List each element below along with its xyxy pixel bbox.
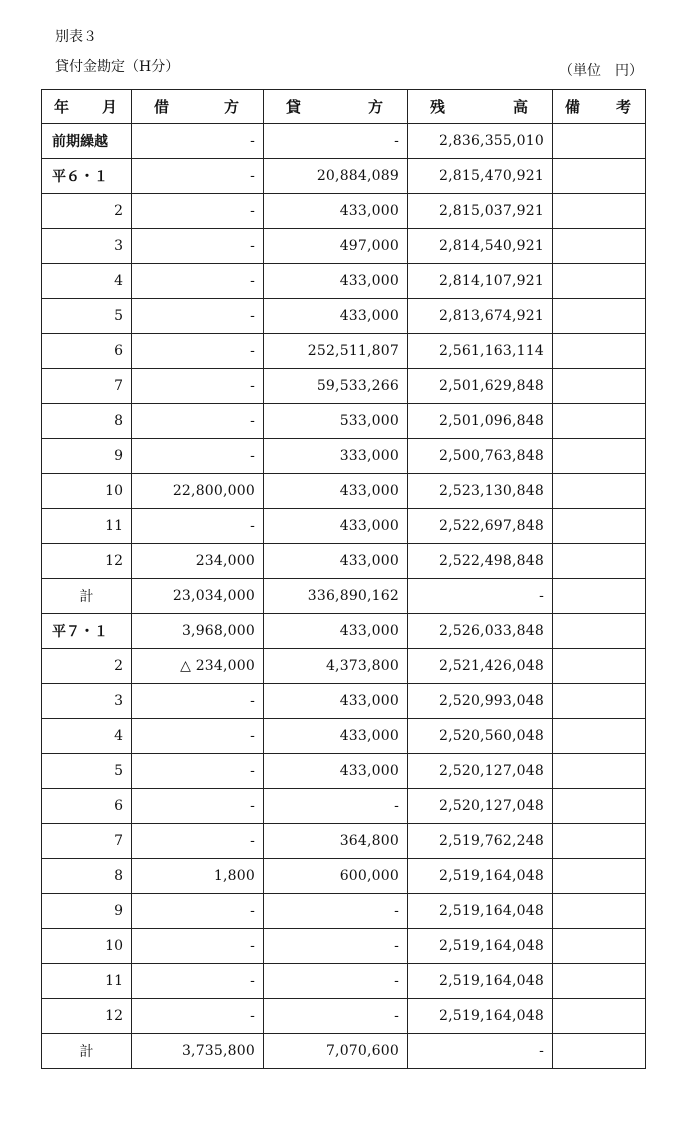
- table-row: [42, 1034, 646, 1069]
- header-credit-char-2: 方: [367, 98, 385, 116]
- month-cell: 2: [42, 649, 132, 684]
- header-month: [42, 90, 132, 124]
- month-cell: 3: [42, 684, 132, 719]
- credit-cell: 433,000: [264, 264, 408, 299]
- credit-cell: 433,000: [264, 719, 408, 754]
- balance-cell: 2,520,993,048: [408, 684, 553, 719]
- balance-cell: 2,561,163,114: [408, 334, 553, 369]
- month-cell: 12: [42, 999, 132, 1034]
- credit-cell: 433,000: [264, 684, 408, 719]
- note-cell: [553, 439, 646, 474]
- note-cell: [553, 824, 646, 859]
- debit-cell: 3,968,000: [132, 614, 264, 649]
- month-cell: 計: [42, 579, 132, 614]
- debit-cell: -: [132, 229, 264, 264]
- note-cell: [553, 194, 646, 229]
- debit-cell: -: [132, 964, 264, 999]
- note-cell: [553, 334, 646, 369]
- debit-cell: -: [132, 159, 264, 194]
- debit-cell: -: [132, 404, 264, 439]
- debit-cell: 1,800: [132, 859, 264, 894]
- credit-cell: 433,000: [264, 299, 408, 334]
- debit-cell: 23,034,000: [132, 579, 264, 614]
- balance-cell: 2,814,107,921: [408, 264, 553, 299]
- debit-cell: -: [132, 789, 264, 824]
- month-cell: 11: [42, 964, 132, 999]
- note-cell: [553, 719, 646, 754]
- balance-cell: 2,814,540,921: [408, 229, 553, 264]
- month-cell: 6: [42, 334, 132, 369]
- month-cell: 5: [42, 754, 132, 789]
- debit-cell: 234,000: [132, 544, 264, 579]
- credit-cell: 497,000: [264, 229, 408, 264]
- header-month-char-2: 月: [101, 98, 119, 116]
- credit-cell: -: [264, 929, 408, 964]
- credit-cell: -: [264, 789, 408, 824]
- month-cell: 11: [42, 509, 132, 544]
- month-cell: 前期繰越: [42, 124, 132, 159]
- credit-cell: 20,884,089: [264, 159, 408, 194]
- note-cell: [553, 964, 646, 999]
- header-note-char-1: 備: [565, 98, 583, 116]
- ledger-body: [42, 124, 646, 1069]
- balance-cell: 2,520,127,048: [408, 754, 553, 789]
- credit-cell: 7,070,600: [264, 1034, 408, 1069]
- balance-cell: 2,815,470,921: [408, 159, 553, 194]
- credit-cell: -: [264, 964, 408, 999]
- header-debit-char-1: 借: [154, 98, 172, 116]
- table-row: [42, 334, 646, 369]
- note-cell: [553, 544, 646, 579]
- credit-cell: 433,000: [264, 754, 408, 789]
- month-cell: 5: [42, 299, 132, 334]
- debit-cell: -: [132, 684, 264, 719]
- balance-cell: 2,500,763,848: [408, 439, 553, 474]
- table-row: [42, 754, 646, 789]
- table-row: [42, 859, 646, 894]
- balance-cell: 2,522,498,848: [408, 544, 553, 579]
- debit-cell: -: [132, 929, 264, 964]
- table-row: [42, 649, 646, 684]
- month-cell: 4: [42, 264, 132, 299]
- balance-cell: 2,836,355,010: [408, 124, 553, 159]
- month-cell: 10: [42, 474, 132, 509]
- header-row: [42, 90, 646, 124]
- credit-cell: 4,373,800: [264, 649, 408, 684]
- table-row: [42, 894, 646, 929]
- note-cell: [553, 159, 646, 194]
- balance-cell: -: [408, 579, 553, 614]
- table-row: [42, 684, 646, 719]
- table-row: [42, 579, 646, 614]
- table-row: [42, 789, 646, 824]
- credit-cell: 433,000: [264, 194, 408, 229]
- note-cell: [553, 929, 646, 964]
- debit-cell: -: [132, 439, 264, 474]
- balance-cell: 2,815,037,921: [408, 194, 553, 229]
- header-credit-char-1: 貸: [286, 98, 304, 116]
- note-cell: [553, 859, 646, 894]
- ledger-table: [41, 89, 646, 1069]
- debit-cell: -: [132, 719, 264, 754]
- balance-cell: 2,501,096,848: [408, 404, 553, 439]
- note-cell: [553, 1034, 646, 1069]
- balance-cell: 2,519,164,048: [408, 894, 553, 929]
- month-cell: 平６・１: [42, 159, 132, 194]
- month-cell: 9: [42, 439, 132, 474]
- debit-cell: 22,800,000: [132, 474, 264, 509]
- credit-cell: -: [264, 124, 408, 159]
- debit-cell: -: [132, 754, 264, 789]
- month-cell: 7: [42, 824, 132, 859]
- table-row: [42, 229, 646, 264]
- credit-cell: -: [264, 999, 408, 1034]
- month-cell: 8: [42, 859, 132, 894]
- header-note: [553, 90, 646, 124]
- header-month-char-1: 年: [54, 98, 72, 116]
- table-row: [42, 299, 646, 334]
- table-row: [42, 194, 646, 229]
- table-row: [42, 264, 646, 299]
- balance-cell: 2,519,164,048: [408, 929, 553, 964]
- balance-cell: 2,501,629,848: [408, 369, 553, 404]
- header-balance: [408, 90, 553, 124]
- month-cell: 2: [42, 194, 132, 229]
- table-row: [42, 159, 646, 194]
- note-cell: [553, 999, 646, 1034]
- balance-cell: 2,520,127,048: [408, 789, 553, 824]
- header-debit-char-2: 方: [223, 98, 241, 116]
- table-row: [42, 404, 646, 439]
- month-cell: 3: [42, 229, 132, 264]
- balance-cell: 2,521,426,048: [408, 649, 553, 684]
- balance-cell: 2,519,164,048: [408, 964, 553, 999]
- note-cell: [553, 754, 646, 789]
- note-cell: [553, 614, 646, 649]
- note-cell: [553, 369, 646, 404]
- note-cell: [553, 229, 646, 264]
- debit-cell: -: [132, 264, 264, 299]
- table-row: [42, 439, 646, 474]
- note-cell: [553, 404, 646, 439]
- debit-cell: -: [132, 334, 264, 369]
- note-cell: [553, 579, 646, 614]
- debit-cell: 3,735,800: [132, 1034, 264, 1069]
- balance-cell: 2,526,033,848: [408, 614, 553, 649]
- note-cell: [553, 649, 646, 684]
- balance-cell: 2,523,130,848: [408, 474, 553, 509]
- month-cell: 平７・１: [42, 614, 132, 649]
- debit-cell: △ 234,000: [132, 649, 264, 684]
- month-cell: 4: [42, 719, 132, 754]
- credit-cell: -: [264, 894, 408, 929]
- note-cell: [553, 684, 646, 719]
- table-row: [42, 999, 646, 1034]
- balance-cell: 2,813,674,921: [408, 299, 553, 334]
- balance-cell: 2,519,164,048: [408, 999, 553, 1034]
- credit-cell: 433,000: [264, 544, 408, 579]
- table-row: [42, 544, 646, 579]
- note-cell: [553, 264, 646, 299]
- note-cell: [553, 789, 646, 824]
- month-cell: 8: [42, 404, 132, 439]
- unit-label: （単位 円）: [559, 63, 643, 79]
- credit-cell: 59,533,266: [264, 369, 408, 404]
- month-cell: 12: [42, 544, 132, 579]
- table-row: [42, 824, 646, 859]
- month-cell: 計: [42, 1034, 132, 1069]
- note-cell: [553, 299, 646, 334]
- table-row: [42, 614, 646, 649]
- balance-cell: 2,519,164,048: [408, 859, 553, 894]
- header-note-char-2: 考: [615, 98, 633, 116]
- balance-cell: 2,519,762,248: [408, 824, 553, 859]
- table-row: [42, 964, 646, 999]
- debit-cell: -: [132, 369, 264, 404]
- month-cell: 10: [42, 929, 132, 964]
- table-row: [42, 719, 646, 754]
- credit-cell: 433,000: [264, 509, 408, 544]
- debit-cell: -: [132, 999, 264, 1034]
- balance-cell: -: [408, 1034, 553, 1069]
- credit-cell: 600,000: [264, 859, 408, 894]
- note-cell: [553, 509, 646, 544]
- note-cell: [553, 474, 646, 509]
- debit-cell: -: [132, 894, 264, 929]
- table-row: [42, 509, 646, 544]
- credit-cell: 433,000: [264, 474, 408, 509]
- credit-cell: 533,000: [264, 404, 408, 439]
- credit-cell: 336,890,162: [264, 579, 408, 614]
- appendix-label: 別表３: [55, 29, 97, 45]
- note-cell: [553, 124, 646, 159]
- balance-cell: 2,522,697,848: [408, 509, 553, 544]
- header-credit: [264, 90, 408, 124]
- credit-cell: 252,511,807: [264, 334, 408, 369]
- note-cell: [553, 894, 646, 929]
- balance-cell: 2,520,560,048: [408, 719, 553, 754]
- header-balance-char-1: 残: [430, 98, 448, 116]
- credit-cell: 333,000: [264, 439, 408, 474]
- month-cell: 6: [42, 789, 132, 824]
- table-row: [42, 369, 646, 404]
- month-cell: 7: [42, 369, 132, 404]
- header-debit: [132, 90, 264, 124]
- table-row: [42, 474, 646, 509]
- table-row: [42, 929, 646, 964]
- table-title: 貸付金勘定（H分）: [55, 59, 180, 75]
- debit-cell: -: [132, 124, 264, 159]
- credit-cell: 364,800: [264, 824, 408, 859]
- debit-cell: -: [132, 509, 264, 544]
- debit-cell: -: [132, 299, 264, 334]
- table-row: [42, 124, 646, 159]
- header-balance-char-2: 高: [512, 98, 530, 116]
- debit-cell: -: [132, 194, 264, 229]
- credit-cell: 433,000: [264, 614, 408, 649]
- debit-cell: -: [132, 824, 264, 859]
- month-cell: 9: [42, 894, 132, 929]
